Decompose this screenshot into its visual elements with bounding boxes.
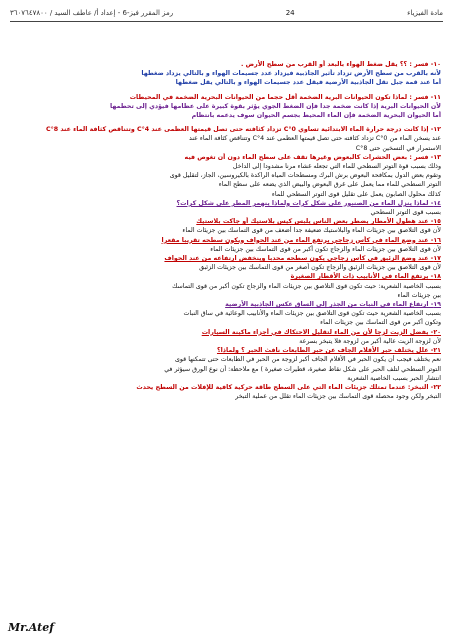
text-line: ١١- فسر : لماذا تكون الحيوانات البرية الضخمة أقل حجما من الحيوانات البحرية الضخمة في المحيطات <box>129 93 441 101</box>
page-header <box>10 6 443 20</box>
header-subject: مادة الفيزياء <box>407 9 443 17</box>
text-line: لأن الحيوانات البرية إذا كانت ضخمة جدا فإن الضغط الجوي يؤثر بقوة كبيرة على عظامها فيؤدي إلى تحطمها <box>110 102 441 110</box>
document-body <box>12 60 441 614</box>
text-line: التوتر السطحي للماء مما يعمل على غرق البعوض والبيض الذي يضعه على سطح الماء <box>218 181 441 189</box>
text-line: ٢٢- التبخر: عندما تمتلك جزيئات الماء التي على السطح طاقة حركية كافية للإفلات من السطح يحدث <box>136 383 441 391</box>
header-divider <box>10 21 443 22</box>
text-line: لأنه بالقرب من سطح الأرض تزداد تأثير الجاذبية فيزداد عدد جسيمات الهواء و بالتالي يزداد ضغطها <box>141 70 441 78</box>
text-line: أما الحيوان البحرية الضخمة فإن الماء المحيط بجسم الحيوان سوف يدعمه بانتظام <box>191 112 441 120</box>
text-line: ١٥- عند هطول الأمطار يضطر بعض الناس يلبس كيس بلاستيك أو جاكت بلاستيك <box>196 218 441 226</box>
text-line: بسبب الخاصية الشعرية حيث تكون قوى التلاصق بين جزيئات الماء والأنابيب الوعائية في ساق النبات <box>183 310 441 318</box>
text-line: أما عند قمة جبل تقل الجاذبية الأرضية فيقل عدد جسيمات الهواء و بالتالي يقل ضغطها <box>175 79 441 87</box>
text-line: التوتر السطحي لتلف الحبر على شكل نقاط صغيرة، قطيرات صغيرة ) مع ملاحظة: أن نوع الورق سيؤثر في <box>164 365 441 373</box>
text-line: لأن قوى التلاصق بين جزيئات الزئبق والزجاج تكون أصغر من قوى التماسك بين جزيئات الزئبق <box>199 264 441 272</box>
text-line: ١٤- لماذا ينزل الماء من الصنبور على شكل كرات ولماذا ينهمر المطر على شكل كرات؟ <box>176 199 441 207</box>
text-line: الاستمرار في التسخين حتى 8°C <box>355 144 441 152</box>
text-line: عند يسخن الماء من 0°C تزداد كثافته حتى تصل قيمتها العظمى عند 4°C وتتناقص كثافة الماء عند <box>188 135 441 143</box>
text-line: كذلك محلول الصابون يعمل على تقليل قوى التوتر السطحي للماء <box>271 190 441 198</box>
text-line: وتكون أكبر من قوى التماسك بين جزيئات الماء <box>320 319 441 327</box>
text-line: وتقوم بعض الدول بمكافحة البعوض برش البرك ومسطحات المياه الراكدة بالكيروسين، الجاز، لتقليل قوى <box>169 172 441 180</box>
text-line: ١٨- يرتفع الماء في الأنابيب ذات الأقطار الصغيرة <box>290 273 441 281</box>
text-line: ١٦- عند وضع الماء في كأس زجاجي يرتفع الماء من عند الحواف ويكون سطحه تقريبا مقعرا <box>161 236 441 244</box>
text-line: انتشار الحبر بسبب الخاصية الشعرية <box>347 374 441 382</box>
text-line: لأن لزوجة الزيت عالية أكبر من لزوجة فلا يتبخر بسرعة <box>299 337 441 345</box>
text-line: وذلك بسبب قوة التوتر السطحي للماء التي تجعله غشاء مرنا مشدودا إلى الداخل <box>232 163 441 171</box>
text-line: بسبب الخاصية الشعرية: حيث تكون قوى التلاصق بين جزيئات الماء والزجاج تكون أكبر من قوى التماسك <box>172 282 441 290</box>
text-line: التبخر ولكن وجود محصلة قوى التماسك بين جزيئات الماء تقلل من عملية التبخر <box>235 393 441 401</box>
text-line: ١٩- ارتفاع الماء في النبات من الجذر إلى الساق عكس الجاذبية الأرضية <box>225 301 441 309</box>
author-signature: Mr.Atef <box>8 621 54 634</box>
text-line: ١٠- فسر : ؟؟ يقل ضغط الهواء بالبعد أو القرب من سطح الأرض . <box>241 61 441 68</box>
text-line: ٢٠- يفضل الزيت لزجا لأن من الماء لتقليل الاحتكاك في أجزاء ماكينة السيارات <box>201 328 441 336</box>
header-code: رمز المقرر فيز-6 - إعداد أ/ عاطف السيد / ٣٦٠٧٦٤٧٨٠٠ <box>10 9 174 17</box>
text-line: ٢١- علل يختلف حبر الأقلام الجاف عن حبر الطابعات نافث الحبر ؟ ولماذا؟ <box>216 347 441 355</box>
text-line: ١٧- عند وضع الزئبق في كأس زجاجي يكون سطحه محدبا وينخفض ارتفاعه من عند الحواف <box>164 255 441 263</box>
page-number: 24 <box>285 9 295 17</box>
text-line: بسبب قوى التوتر السطحي <box>370 209 441 217</box>
text-line: ١٣- فسر : بعض الحشرات كالبعوض وغيرها تقف على سطح الماء دون أن تغوص فيه <box>184 153 441 161</box>
text-line: ١٢- إذا كانت درجة حرارة الماء الابتدائية تساوي 0°C تزداد كثافته حتى تصل قيمتها العظمى عند 4°C وتتناقص كثافة الماء عند 8°C <box>46 126 441 134</box>
text-line: لأن قوى التلاصق بين جزيئات الماء والزجاج تكون أكبر من قوى التماسك بين جزيئات الماء <box>210 245 441 253</box>
text-line: بين جزيئات الماء <box>397 291 441 299</box>
text-line: لأن قوى التلاصق بين جزيئات الماء والبلاستيك ضعيفة جدا أضعف من قوى التماسك بين جزيئات الماء <box>182 227 441 235</box>
text-line: نعم يختلف فيجب أن يكون الحبر في الأقلام الجاف أكبر لزوجة من الحبر في الطابعات حتى تتمكنها قوى <box>175 356 441 364</box>
